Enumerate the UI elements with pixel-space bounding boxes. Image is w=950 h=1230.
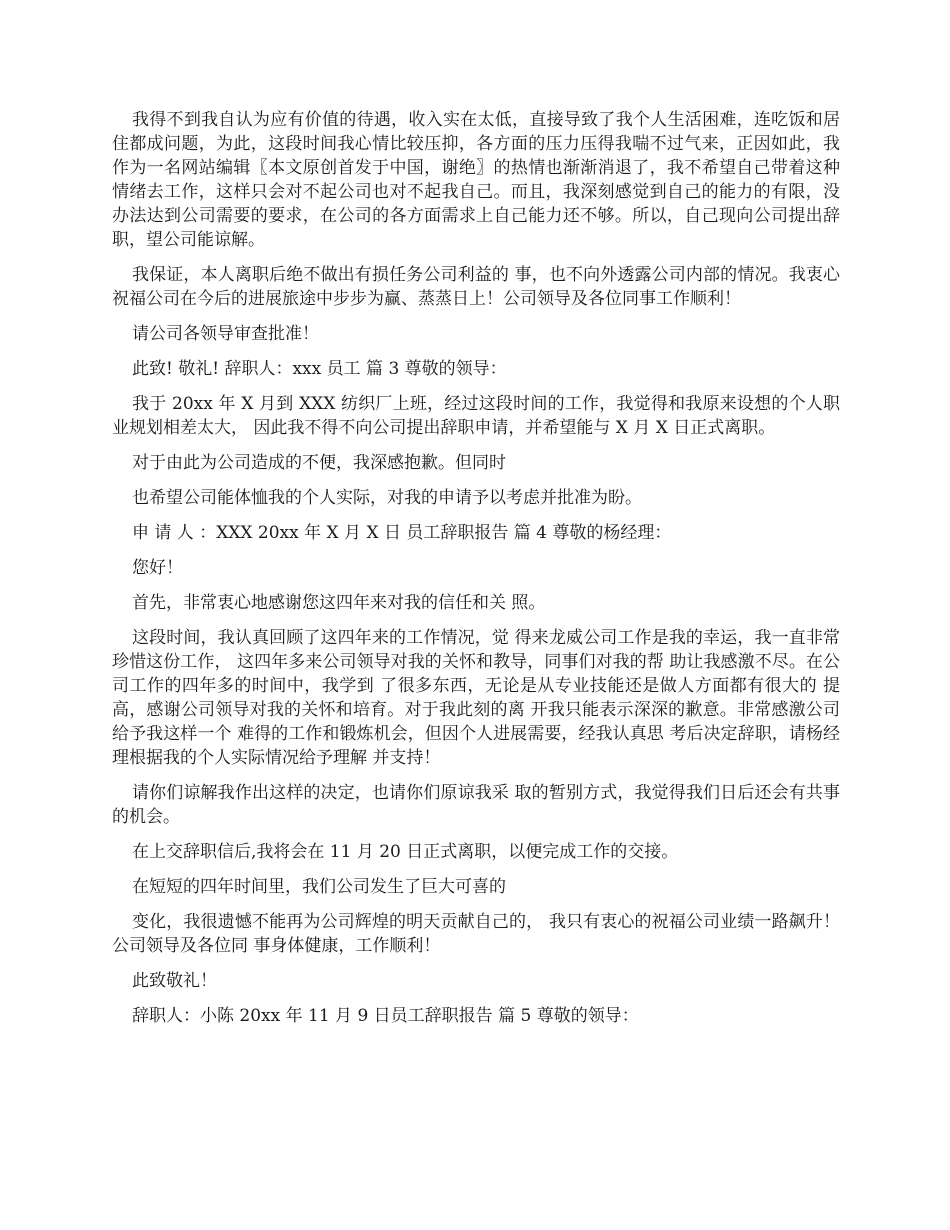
paragraph-4: 此致! 敬礼! 辞职人：xxx 员工 篇 3 尊敬的领导： bbox=[132, 359, 507, 379]
paragraph-10: 首先，非常衷心地感谢您这四年来对我的信任和关 照。 bbox=[132, 593, 546, 613]
paragraph-8: 申 请 人 ：XXX 20xx 年 X 月 X 日 员工辞职报告 篇 4 尊敬的杨经理： bbox=[132, 523, 672, 543]
paragraph-9: 您好！ bbox=[132, 558, 183, 578]
paragraph-3: 请公司各领导审查批准！ bbox=[132, 324, 319, 344]
paragraph-17: 辞职人：小陈 20xx 年 11 月 9 日员工辞职报告 篇 5 尊敬的领导： bbox=[132, 1006, 639, 1026]
paragraph-6: 对于由此为公司造成的不便，我深感抱歉。但同时 bbox=[132, 453, 506, 473]
paragraph-15: 变化，我很遗憾不能再为公司辉煌的明天贡献自己的， 我只有衷心的祝福公司业绩一路飙升！公司领导及各位同 事身体健康，工作顺利！ bbox=[112, 912, 840, 956]
paragraph-11: 这段时间，我认真回顾了这四年来的工作情况，觉 得来龙威公司工作是我的幸运，我一直非常珍惜这份工作， 这四年多来公司领导对我的关怀和教导，同事们对我的帮 助让我感激不尽。在公司工作的四年多的时间中，我学到 了很多东西，无论是从专业技能还是做人方面都有很大的 提高，感谢公司领导对我的关怀和培育。对于我此刻的离 开我只能表示深深的歉意。非常感激公司给予我这样一个 难得的工作和锻炼机会，但因个人进展需要，经我认真思 考后决定辞职，请杨经理根据我的个人实际情况给予理解 并支持！ bbox=[112, 628, 840, 768]
paragraph-2: 我保证，本人离职后绝不做出有损任务公司利益的 事，也不向外透露公司内部的情况。我衷心祝福公司在今后的进展旅途中步步为赢、蒸蒸日上！公司领导及各位同事工作顺利！ bbox=[112, 265, 840, 309]
paragraph-1: 我得不到我自认为应有价值的待遇，收入实在太低，直接导致了我个人生活困难，连吃饭和居住都成问题，为此，这段时间我心情比较压抑，各方面的压力压得我喘不过气来，正因如此，我作为一名网站编辑〖本文原创首发于中国，谢绝〗的热情也渐渐消退了，我不希望自己带着这种情绪去工作，这样只会对不起公司也对不起我自己。而且，我深刻感觉到自己的能力的有限，没办法达到公司需要的要求，在公司的各方面需求上自己能力还不够。所以，自己现向公司提出辞职，望公司能谅解。 bbox=[112, 110, 840, 250]
paragraph-13: 在上交辞职信后,我将会在 11 月 20 日正式离职，以便完成工作的交接。 bbox=[132, 842, 679, 862]
paragraph-7: 也希望公司能体恤我的个人实际，对我的申请予以考虑并批准为盼。 bbox=[132, 488, 642, 508]
paragraph-5: 我于 20xx 年 X 月到 XXX 纺织厂上班，经过这段时间的工作，我觉得和我原来设想的个人职业规划相差太大， 因此我不得不向公司提出辞职申请，并希望能与 X 月 X 日正式离职。 bbox=[112, 394, 840, 438]
paragraph-12: 请你们谅解我作出这样的决定，也请你们原谅我采 取的暂别方式，我觉得我们日后还会有共事的机会。 bbox=[112, 783, 840, 827]
paragraph-14: 在短短的四年时间里，我们公司发生了巨大可喜的 bbox=[132, 877, 506, 897]
document-body bbox=[112, 108, 840, 1039]
paragraph-16: 此致敬礼！ bbox=[132, 971, 217, 991]
